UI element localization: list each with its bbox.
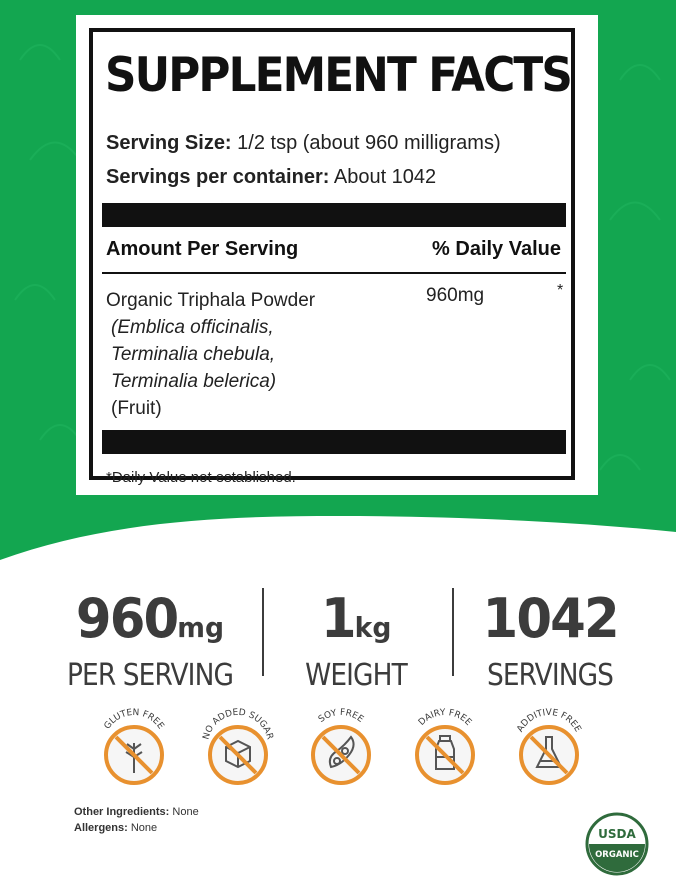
serving-size-label: Serving Size: [106,132,232,154]
supplement-facts-panel [76,15,598,495]
ingredient-scientific-3: Terminalia belerica) [111,371,277,392]
stat-value: 960mg [75,587,225,650]
thick-divider-top [102,203,566,227]
servings-label: Servings per container: [106,166,330,188]
stat-per-serving [50,588,250,693]
other-ingredients-block [74,806,199,834]
badge-gluten-free [92,705,176,787]
badge-label: NO ADDED SUGAR [201,707,275,741]
ingredient-block [106,287,315,422]
ingredient-scientific-1: (Emblica officinalis, [111,317,274,338]
ingredient-amount: 960mg [426,285,485,306]
footnote: *Daily Value not established. [106,469,296,486]
usda-organic-seal [585,812,649,876]
ingredient-daily-value: * [557,282,564,299]
daily-value-header: % Daily Value [432,238,561,260]
ingredient-scientific-2: Terminalia chebula, [111,344,276,365]
thick-divider-bottom [102,430,566,454]
stat-caption: PER SERVING [66,658,234,693]
stat-value: 1kg [320,587,392,650]
badge-label: DAIRY FREE [416,707,474,728]
serving-size-row [106,132,501,155]
stat-caption: WEIGHT [305,658,407,693]
stat-servings [450,588,650,693]
svg-text:USDA: USDA [598,827,636,841]
ingredient-part: (Fruit) [111,398,162,419]
badge-label: GLUTEN FREE [102,707,166,732]
supplement-facts-title: SUPPLEMENT FACTS [105,48,572,103]
stat-caption: SERVINGS [486,658,614,693]
badge-dairy-free [403,705,487,787]
serving-size-value: 1/2 tsp (about 960 milligrams) [237,132,501,154]
servings-value: About 1042 [333,166,437,188]
badge-label: ADDITIVE FREE [515,707,583,734]
stat-value: 1042 [482,587,618,650]
other-ingredients-row: Other Ingredients: None [74,806,199,818]
svg-text:ORGANIC: ORGANIC [595,850,639,860]
badge-no-added-sugar [196,705,280,787]
badge-label: SOY FREE [316,707,366,725]
ingredient-name: Organic Triphala Powder [106,290,316,311]
amount-header: Amount Per Serving [106,238,299,260]
badge-soy-free [299,705,383,787]
allergens-row: Allergens: None [74,822,158,834]
badge-additive-free [507,705,591,787]
header-divider [102,272,566,274]
servings-row [106,166,436,189]
stat-weight [256,588,456,693]
supplement-facts-border [89,28,575,486]
